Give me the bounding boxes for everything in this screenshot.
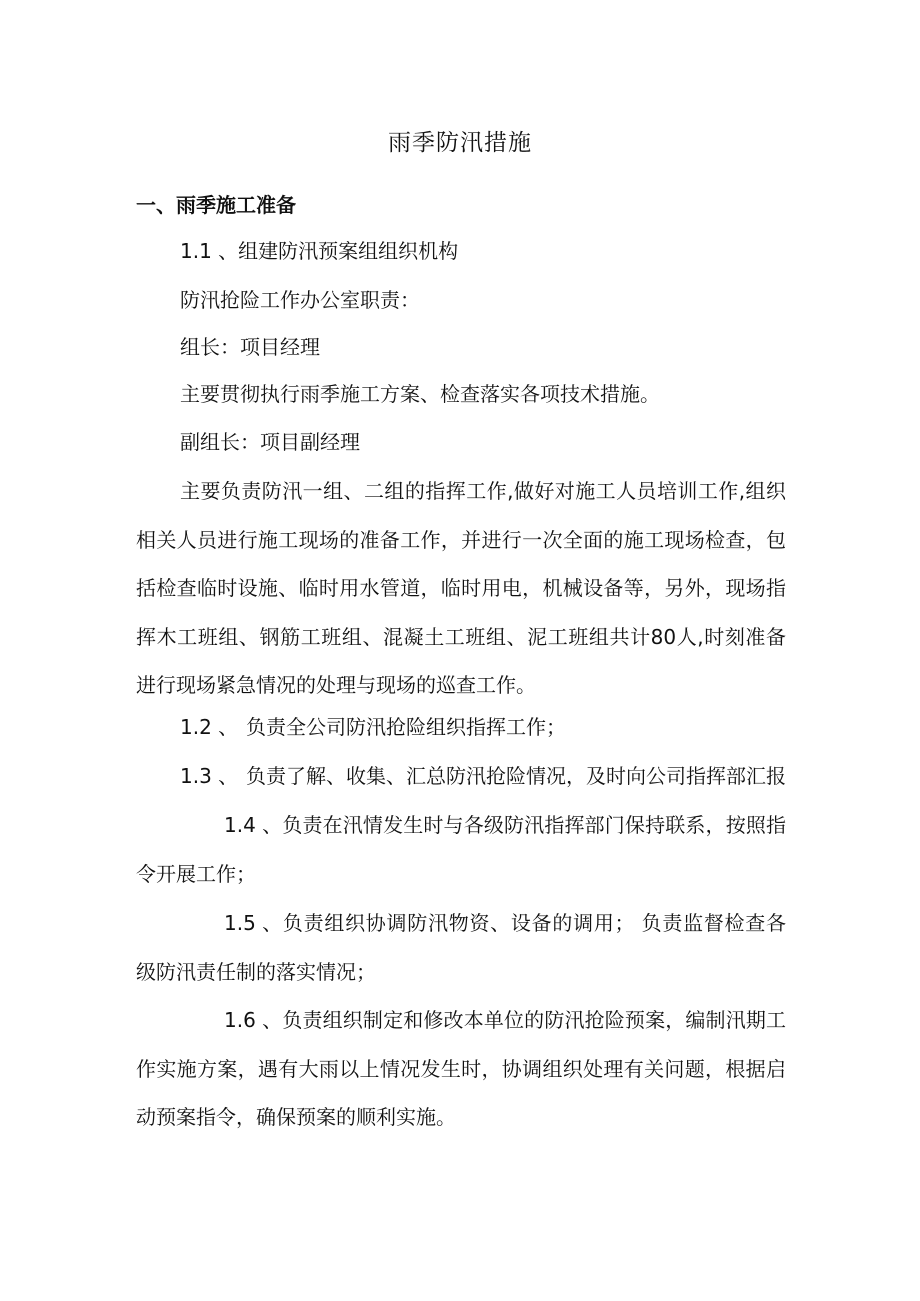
deputy-duty-paragraph: 主要负责防汛一组、二组的指挥工作,做好对施工人员培训工作,组织相关人员进行施工现场的准备工作，并进行一次全面的施工现场检查，包括检查临时设施、临时用水管道，临时用电，机械设备等，另外，现场指挥木工班组、钢筋工班组、混凝土工班组、泥工班组共计80人,时刻准备进行现场紧急情况的处理与现场的巡查工作。 <box>136 479 786 697</box>
item-text: 负责在汛情发生时与各级防汛指挥部门保持联系，按照指令开展工作； <box>136 813 786 886</box>
item-1-4 <box>136 801 786 898</box>
leader-duty-line: 主要贯彻执行雨季施工方案、检查落实各项技术措施。 <box>180 382 660 406</box>
item-text: 负责组织制定和修改本单位的防汛抢险预案，编制汛期工作实施方案，遇有大雨以上情况发生时，协调组织处理有关问题，根据启动预案指令，确保预案的顺利实施。 <box>136 1008 786 1129</box>
item-1-1 <box>180 235 458 267</box>
office-duty-label: 防汛抢险工作办公室职责： <box>180 288 420 312</box>
section-heading: 一、雨季施工准备 <box>136 193 296 217</box>
item-text: 负责了解、收集、汇总防汛抢险情况，及时向公司指挥部汇报 <box>246 764 786 788</box>
deputy-leader-line: 副组长：项目副经理 <box>180 430 360 454</box>
item-1-5 <box>136 899 786 996</box>
item-number: 1.5 、 <box>224 911 283 935</box>
item-number: 1.4 、 <box>224 813 283 837</box>
item-text: 组建防汛预案组组织机构 <box>238 239 459 263</box>
item-number: 1.3 、 <box>180 764 239 788</box>
item-number: 1.2 、 <box>180 715 239 739</box>
item-text: 负责组织协调防汛物资、设备的调用； 负责监督检查各级防汛责任制的落实情况； <box>136 911 786 984</box>
item-number: 1.1 、 <box>180 239 239 263</box>
item-text: 负责全公司防汛抢险组织指挥工作； <box>246 715 566 739</box>
leader-line: 组长：项目经理 <box>180 335 320 359</box>
item-1-2 <box>180 711 566 743</box>
item-1-3 <box>180 760 786 792</box>
document-title: 雨季防汛措施 <box>388 130 532 156</box>
item-1-6 <box>136 996 786 1142</box>
item-number: 1.6 、 <box>224 1008 283 1032</box>
